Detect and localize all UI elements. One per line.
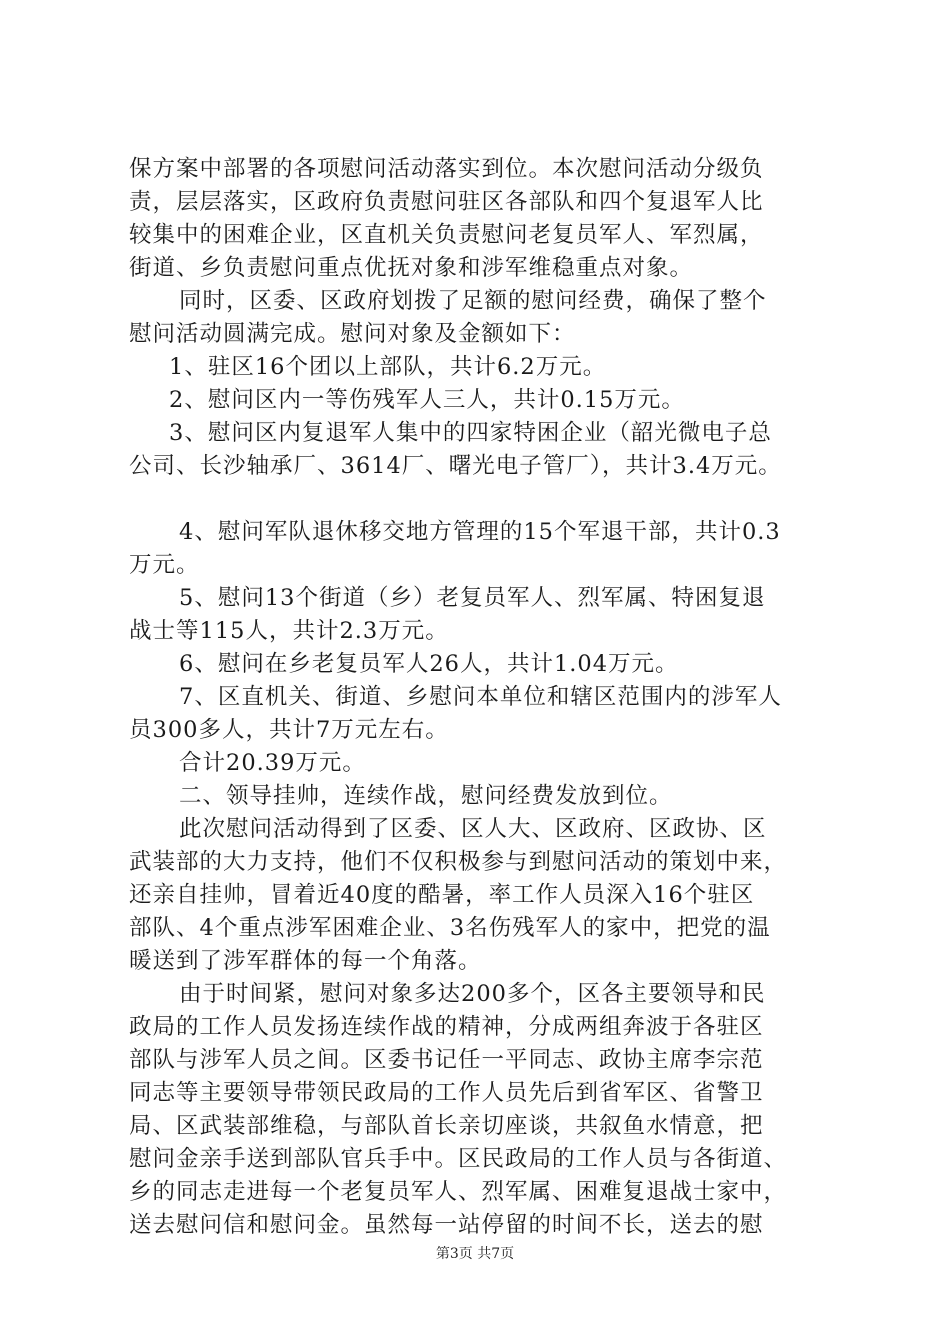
blank-line <box>129 483 839 516</box>
document-body <box>129 153 839 1242</box>
list-item: 4、慰问军队退休移交地方管理的15个军退干部，共计0.3 <box>179 519 781 545</box>
text-line: 街道、乡负责慰问重点优抚对象和涉军维稳重点对象。 <box>129 255 694 281</box>
text-line: 公司、长沙轴承厂、3614厂、曙光电子管厂），共计3.4万元。 <box>129 453 782 479</box>
text-line: 部队与涉军人员之间。区委书记任一平同志、政协主席李宗范 <box>129 1047 764 1073</box>
list-item: 6、慰问在乡老复员军人26人，共计1.04万元。 <box>179 651 679 677</box>
list-item: 1、驻区16个团以上部队，共计6.2万元。 <box>169 354 607 380</box>
text-line: 此次慰问活动得到了区委、区人大、区政府、区政协、区 <box>179 816 767 842</box>
text-line: 武装部的大力支持，他们不仅积极参与到慰问活动的策划中来， <box>129 849 788 875</box>
text-line: 万元。 <box>129 552 200 578</box>
text-line: 送去慰问信和慰问金。虽然每一站停留的时间不长，送去的慰 <box>129 1212 764 1238</box>
text-line: 同时，区委、区政府划拨了足额的慰问经费，确保了整个 <box>179 288 767 314</box>
text-line: 慰问金亲手送到部队官兵手中。区民政局的工作人员与各街道、 <box>129 1146 788 1172</box>
section-heading: 二、领导挂帅，连续作战，慰问经费发放到位。 <box>179 783 673 809</box>
list-item: 2、慰问区内一等伤残军人三人，共计0.15万元。 <box>169 387 685 413</box>
text-line: 慰问活动圆满完成。慰问对象及金额如下： <box>129 321 576 347</box>
text-line: 同志等主要领导带领民政局的工作人员先后到省军区、省警卫 <box>129 1080 764 1106</box>
text-line: 较集中的困难企业，区直机关负责慰问老复员军人、军烈属， <box>129 222 764 248</box>
text-line: 还亲自挂帅，冒着近40度的酷暑，率工作人员深入16个驻区 <box>129 882 755 908</box>
text-line: 乡的同志走进每一个老复员军人、烈军属、困难复退战士家中， <box>129 1179 788 1205</box>
text-line: 暖送到了涉军群体的每一个角落。 <box>129 948 482 974</box>
total-line: 合计20.39万元。 <box>179 750 366 776</box>
text-line: 责，层层落实，区政府负责慰问驻区各部队和四个复退军人比 <box>129 189 764 215</box>
text-line: 保方案中部署的各项慰问活动落实到位。本次慰问活动分级负 <box>129 156 764 182</box>
list-item: 3、慰问区内复退军人集中的四家特困企业（韶光微电子总 <box>169 420 772 446</box>
text-line: 由于时间紧，慰问对象多达200多个，区各主要领导和民 <box>179 981 766 1007</box>
text-line: 员300多人，共计7万元左右。 <box>129 717 449 743</box>
text-line: 战士等115人，共计2.3万元。 <box>129 618 449 644</box>
text-line: 局、区武装部维稳，与部队首长亲切座谈，共叙鱼水情意，把 <box>129 1113 764 1139</box>
text-line: 政局的工作人员发扬连续作战的精神，分成两组奔波于各驻区 <box>129 1014 764 1040</box>
text-line: 部队、4个重点涉军困难企业、3名伤残军人的家中，把党的温 <box>129 915 771 941</box>
list-item: 7、区直机关、街道、乡慰问本单位和辖区范围内的涉军人 <box>179 684 782 710</box>
page-number: 第3页 共7页 <box>435 1246 515 1262</box>
list-item: 5、慰问13个街道（乡）老复员军人、烈军属、特困复退 <box>179 585 766 611</box>
